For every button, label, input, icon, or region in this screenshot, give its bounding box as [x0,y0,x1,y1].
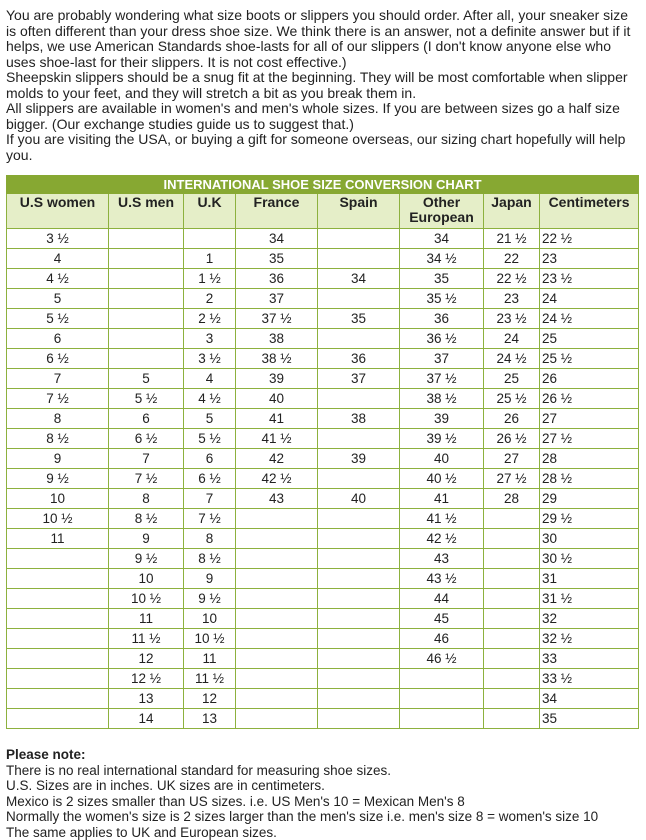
table-cell [318,649,400,669]
table-cell: 5 ½ [7,309,109,329]
table-cell: 24 [540,289,639,309]
table-row [7,709,639,729]
table-cell: 35 [540,709,639,729]
table-cell: 42 ½ [400,529,484,549]
table-cell: 26 [484,409,540,429]
table-cell: 11 [7,529,109,549]
table-cell: 44 [400,589,484,609]
table-cell: 33 [540,649,639,669]
table-cell: 22 ½ [540,229,639,249]
table-cell [318,669,400,689]
table-cell [236,609,318,629]
table-cell: 8 [184,529,236,549]
table-cell: 43 [236,489,318,509]
table-cell [109,329,184,349]
note-line: Mexico is 2 sizes smaller than US sizes. i.e. US Men's 10 = Mexican Men's 8 [6,794,640,810]
table-cell [109,249,184,269]
table-cell: 46 ½ [400,649,484,669]
table-cell [236,629,318,649]
table-cell [484,609,540,629]
table-cell: 42 [236,449,318,469]
table-cell [318,529,400,549]
table-cell: 41 [400,489,484,509]
table-cell: 8 [7,409,109,429]
table-cell: 26 ½ [540,389,639,409]
note-line: The same applies to UK and European sizes. [6,825,640,840]
table-cell [109,349,184,369]
table-cell: 13 [184,709,236,729]
table-cell [318,629,400,649]
table-cell: 38 ½ [400,389,484,409]
table-cell: 40 [318,489,400,509]
table-cell: 43 ½ [400,569,484,589]
table-cell: 39 [236,369,318,389]
note-line: There is no real international standard for measuring shoe sizes. [6,763,640,779]
table-cell: 28 [540,449,639,469]
table-cell: 36 ½ [400,329,484,349]
table-cell: 28 ½ [540,469,639,489]
table-cell [236,589,318,609]
table-cell: 28 [484,489,540,509]
table-cell: 22 [484,249,540,269]
table-cell [109,289,184,309]
table-cell: 4 ½ [7,269,109,289]
table-cell: 34 [236,229,318,249]
table-cell: 12 [109,649,184,669]
table-cell: 7 ½ [7,389,109,409]
table-body [7,229,639,729]
table-cell: 35 [400,269,484,289]
table-row [7,249,639,269]
header-uk: U.K [184,194,236,229]
table-cell: 36 [400,309,484,329]
table-row [7,529,639,549]
table-cell: 29 [540,489,639,509]
table-cell [318,469,400,489]
table-cell: 30 ½ [540,549,639,569]
table-cell: 37 ½ [236,309,318,329]
table-row [7,449,639,469]
table-cell: 34 [540,689,639,709]
table-cell: 9 [109,529,184,549]
table-cell [7,629,109,649]
table-cell [318,429,400,449]
table-cell [7,549,109,569]
intro-paragraph: Sheepskin slippers should be a snug fit at the beginning. They will be most comfortable when slipper molds to your feet, and they will stretch a bit as you break them in. [6,70,640,101]
table-cell: 11 [184,649,236,669]
table-cell: 3 ½ [184,349,236,369]
table-cell [484,649,540,669]
table-cell: 34 [400,229,484,249]
table-title: INTERNATIONAL SHOE SIZE CONVERSION CHART [7,176,639,194]
table-cell: 38 [318,409,400,429]
table-cell [318,709,400,729]
table-cell: 6 ½ [7,349,109,369]
table-row [7,669,639,689]
table-cell: 25 ½ [484,389,540,409]
table-cell: 23 ½ [484,309,540,329]
table-cell: 35 [318,309,400,329]
table-row [7,569,639,589]
intro-paragraph: All slippers are available in women's and men's whole sizes. If you are between sizes go a half size bigger. (Our exchange studies guide us to suggest that.) [6,101,640,132]
table-cell: 9 ½ [109,549,184,569]
table-cell: 31 [540,569,639,589]
table-cell [109,269,184,289]
table-row [7,309,639,329]
table-cell: 24 [484,329,540,349]
table-cell: 38 ½ [236,349,318,369]
table-cell: 1 [184,249,236,269]
table-cell: 22 ½ [484,269,540,289]
table-cell: 13 [109,689,184,709]
table-cell: 40 [236,389,318,409]
table-cell: 41 [236,409,318,429]
table-cell [7,689,109,709]
table-cell [236,529,318,549]
table-cell: 46 [400,629,484,649]
table-row [7,429,639,449]
table-cell [318,329,400,349]
table-row [7,589,639,609]
table-cell: 9 ½ [184,589,236,609]
table-cell: 32 ½ [540,629,639,649]
intro-paragraph: You are probably wondering what size boots or slippers you should order. After all, your sneaker size is often different than your dress shoe size. We think there is an answer, not a definite answer but if it helps, we use American Standards shoe-lasts for all of our slippers (I don't know anyone else who uses shoe-last for their slippers. It is not cost effective.) [6,8,640,70]
table-cell [318,229,400,249]
table-cell: 5 [184,409,236,429]
table-cell: 7 [109,449,184,469]
table-cell: 8 [109,489,184,509]
table-cell: 40 [400,449,484,469]
intro-text [0,0,646,163]
table-cell: 27 ½ [484,469,540,489]
table-cell [318,289,400,309]
table-cell [318,569,400,589]
table-cell: 23 [484,289,540,309]
table-row [7,609,639,629]
table-cell: 45 [400,609,484,629]
table-cell: 5 ½ [184,429,236,449]
table-cell [318,689,400,709]
table-cell: 9 [7,449,109,469]
table-cell [7,709,109,729]
table-cell: 23 [540,249,639,269]
note-line: U.S. Sizes are in inches. UK sizes are in centimeters. [6,778,640,794]
table-cell: 2 [184,289,236,309]
table-cell: 8 ½ [7,429,109,449]
table-cell: 7 ½ [184,509,236,529]
table-cell [7,609,109,629]
table-cell: 12 [184,689,236,709]
table-cell: 27 [540,409,639,429]
table-header-row [7,194,639,229]
table-cell: 10 ½ [109,589,184,609]
table-cell: 5 ½ [109,389,184,409]
table-cell: 4 [184,369,236,389]
table-cell: 39 ½ [400,429,484,449]
size-conversion-table [6,175,639,729]
table-cell [484,509,540,529]
table-cell: 26 ½ [484,429,540,449]
table-cell [236,569,318,589]
table-cell: 26 [540,369,639,389]
table-cell [184,229,236,249]
table-cell: 4 ½ [184,389,236,409]
table-cell: 31 ½ [540,589,639,609]
table-cell: 6 [184,449,236,469]
table-cell: 5 [7,289,109,309]
table-cell: 24 ½ [540,309,639,329]
table-cell [484,689,540,709]
table-cell: 37 ½ [400,369,484,389]
table-cell: 36 [318,349,400,369]
header-other-european: Other European [400,194,484,229]
intro-paragraph: If you are visiting the USA, or buying a gift for someone overseas, our sizing chart hopefully will help you. [6,132,640,163]
table-cell: 33 ½ [540,669,639,689]
table-cell [236,509,318,529]
table-cell [484,529,540,549]
table-cell: 37 [236,289,318,309]
table-cell [318,609,400,629]
table-cell [7,669,109,689]
table-cell: 9 [184,569,236,589]
table-cell [318,549,400,569]
table-cell: 7 [184,489,236,509]
table-cell [318,589,400,609]
table-cell: 10 ½ [184,629,236,649]
table-cell: 9 ½ [7,469,109,489]
header-us-men: U.S men [109,194,184,229]
table-cell: 25 ½ [540,349,639,369]
table-cell: 30 [540,529,639,549]
table-cell: 25 [484,369,540,389]
table-cell [484,669,540,689]
table-row [7,289,639,309]
table-cell [318,389,400,409]
table-cell [236,549,318,569]
table-cell: 10 ½ [7,509,109,529]
table-cell [7,589,109,609]
table-cell: 7 [7,369,109,389]
header-japan: Japan [484,194,540,229]
table-cell [236,689,318,709]
table-cell: 39 [318,449,400,469]
table-cell: 40 ½ [400,469,484,489]
table-cell [484,569,540,589]
table-row [7,349,639,369]
table-cell: 4 [7,249,109,269]
table-cell: 2 ½ [184,309,236,329]
table-cell: 27 ½ [540,429,639,449]
table-cell [109,309,184,329]
table-cell: 29 ½ [540,509,639,529]
table-row [7,389,639,409]
header-centimeters: Centimeters [540,194,639,229]
table-cell [484,589,540,609]
header-us-women: U.S women [7,194,109,229]
table-cell: 37 [400,349,484,369]
note-line: Normally the women's size is 2 sizes larger than the men's size i.e. men's size 8 = women's size 10 [6,809,640,825]
table-cell [236,669,318,689]
table-cell: 6 ½ [109,429,184,449]
table-cell: 3 [184,329,236,349]
table-cell: 14 [109,709,184,729]
table-row [7,329,639,349]
table-cell: 11 [109,609,184,629]
table-row [7,269,639,289]
table-cell: 12 ½ [109,669,184,689]
table-cell: 11 ½ [109,629,184,649]
table-cell: 37 [318,369,400,389]
table-cell: 1 ½ [184,269,236,289]
notes-title: Please note: [6,747,640,763]
table-cell: 6 [7,329,109,349]
table-cell: 10 [7,489,109,509]
table-cell: 3 ½ [7,229,109,249]
notes-section [0,729,646,840]
table-cell: 39 [400,409,484,429]
table-cell: 8 ½ [109,509,184,529]
table-cell: 27 [484,449,540,469]
table-cell: 23 ½ [540,269,639,289]
table-cell [109,229,184,249]
table-row [7,509,639,529]
table-row [7,409,639,429]
table-cell [400,709,484,729]
table-row [7,469,639,489]
table-row [7,649,639,669]
header-spain: Spain [318,194,400,229]
table-row [7,629,639,649]
table-cell: 43 [400,549,484,569]
table-cell [236,709,318,729]
table-cell: 32 [540,609,639,629]
table-cell [484,709,540,729]
table-cell: 10 [184,609,236,629]
table-row [7,549,639,569]
table-cell: 36 [236,269,318,289]
table-cell: 24 ½ [484,349,540,369]
table-cell [318,509,400,529]
table-cell: 25 [540,329,639,349]
table-cell: 42 ½ [236,469,318,489]
table-cell [7,649,109,669]
table-cell: 7 ½ [109,469,184,489]
table-cell [236,649,318,669]
table-cell: 35 [236,249,318,269]
table-cell: 41 ½ [236,429,318,449]
table-cell: 6 ½ [184,469,236,489]
table-row [7,229,639,249]
table-cell: 6 [109,409,184,429]
table-cell: 35 ½ [400,289,484,309]
table-cell [318,249,400,269]
table-cell: 38 [236,329,318,349]
table-cell [400,689,484,709]
table-cell [484,549,540,569]
table-row [7,369,639,389]
table-row [7,489,639,509]
table-cell [484,629,540,649]
table-cell [7,569,109,589]
table-cell: 41 ½ [400,509,484,529]
table-cell: 10 [109,569,184,589]
table-cell: 34 ½ [400,249,484,269]
table-cell: 8 ½ [184,549,236,569]
table-cell [400,669,484,689]
header-france: France [236,194,318,229]
table-row [7,689,639,709]
table-cell: 34 [318,269,400,289]
table-cell: 5 [109,369,184,389]
table-cell: 11 ½ [184,669,236,689]
table-cell: 21 ½ [484,229,540,249]
